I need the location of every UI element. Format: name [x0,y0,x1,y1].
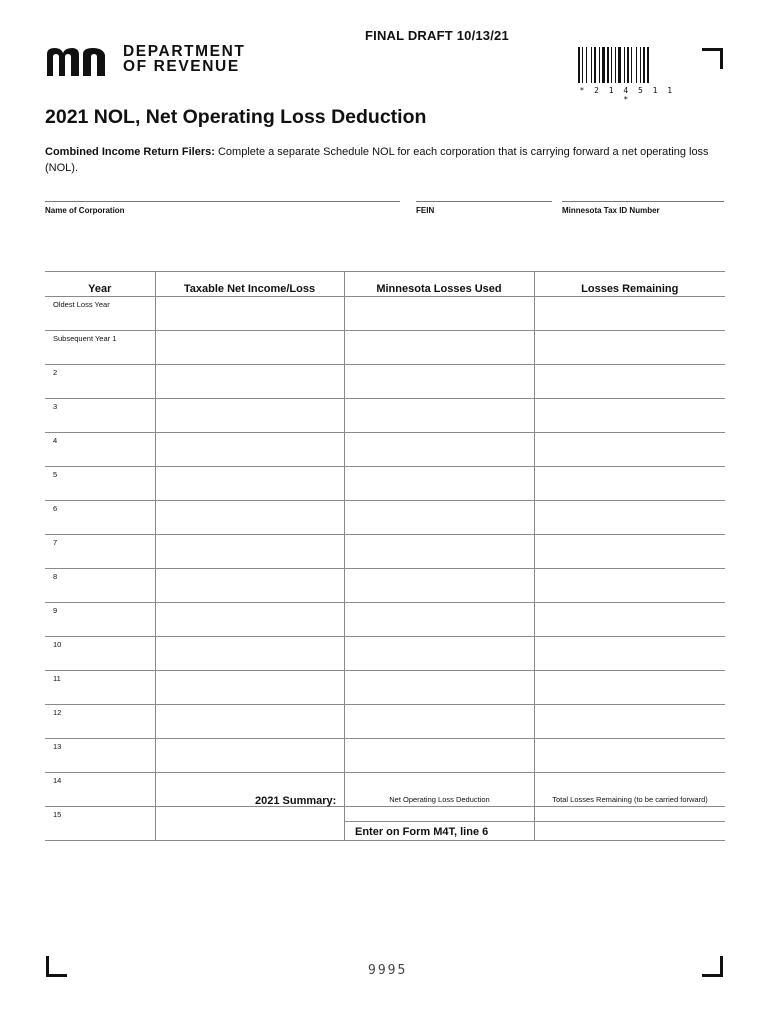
minnesota-losses-used-cell[interactable] [344,671,534,705]
barcode-icon [578,47,676,83]
losses-remaining-cell[interactable] [534,739,725,773]
losses-remaining-cell[interactable] [534,705,725,739]
table-row [45,331,725,365]
minnesota-losses-used-cell[interactable] [344,637,534,671]
losses-remaining-cell[interactable] [534,671,725,705]
taxable-net-income-cell[interactable] [155,739,344,773]
taxable-net-income-cell[interactable] [155,569,344,603]
taxable-net-income-cell[interactable] [155,399,344,433]
losses-remaining-column-header: Losses Remaining [534,272,725,297]
minnesota-tax-id-label: Minnesota Tax ID Number [562,206,660,215]
table-row [45,671,725,705]
taxable-net-income-cell[interactable] [155,365,344,399]
year-cell: 4 [45,433,155,467]
logo-line-2: OF REVENUE [123,58,240,75]
year-cell: 9 [45,603,155,637]
minnesota-losses-used-cell[interactable] [344,569,534,603]
losses-remaining-cell[interactable] [534,433,725,467]
form-number: 9995 [368,963,408,978]
minnesota-losses-used-cell[interactable] [344,433,534,467]
mn-logo-mark-icon [45,46,115,76]
form-title: 2021 NOL, Net Operating Loss Deduction [45,106,427,128]
year-cell: Oldest Loss Year [45,297,155,331]
summary-label: 2021 Summary: [255,795,337,807]
table-row [45,705,725,739]
losses-remaining-cell[interactable] [534,331,725,365]
losses-remaining-cell[interactable] [534,535,725,569]
logo-line-1: DEPARTMENT [123,43,246,60]
minnesota-losses-used-cell[interactable] [344,365,534,399]
net-operating-loss-deduction-label: Net Operating Loss Deduction [389,795,490,804]
year-cell: Subsequent Year 1 [45,331,155,365]
fein-label: FEIN [416,206,435,215]
table-row [45,569,725,603]
minnesota-losses-used-cell[interactable] [344,501,534,535]
name-of-corporation-field[interactable] [45,201,400,202]
taxable-net-income-cell[interactable] [155,331,344,365]
year-cell: 13 [45,739,155,773]
losses-remaining-cell[interactable] [534,637,725,671]
name-of-corporation-label: Name of Corporation [45,206,125,215]
losses-remaining-cell[interactable] [534,467,725,501]
year-cell: 14 [45,773,155,807]
fein-field[interactable] [416,201,552,202]
instructions [45,144,725,176]
instruction-text: Complete a separate Schedule NOL for each corporation that is carrying forward a net operating loss (NOL). [45,146,709,174]
year-cell: 7 [45,535,155,569]
table-row [45,297,725,331]
taxable-net-income-cell[interactable] [155,603,344,637]
taxable-net-income-cell[interactable] [155,467,344,501]
taxable-net-income-cell[interactable] [155,535,344,569]
losses-remaining-cell[interactable] [534,297,725,331]
taxable-net-income-column-header: Taxable Net Income/Loss [155,272,344,297]
table-row [45,535,725,569]
table-header-row [45,272,725,297]
table-row [45,501,725,535]
table-row [45,739,725,773]
year-column-header: Year [45,272,155,297]
losses-remaining-cell[interactable] [534,569,725,603]
year-cell: 6 [45,501,155,535]
taxable-net-income-cell[interactable] [155,705,344,739]
minnesota-tax-id-field[interactable] [562,201,724,202]
year-cell: 15 [45,807,155,841]
losses-remaining-cell[interactable] [534,603,725,637]
year-cell: 12 [45,705,155,739]
minnesota-losses-used-cell[interactable] [344,603,534,637]
taxable-net-income-cell[interactable] [155,671,344,705]
year-cell: 5 [45,467,155,501]
year-cell: 2 [45,365,155,399]
table-row [45,467,725,501]
minnesota-losses-used-column-header: Minnesota Losses Used [344,272,534,297]
minnesota-losses-used-cell[interactable] [344,331,534,365]
total-losses-remaining-box[interactable] [534,792,725,822]
table-row [45,399,725,433]
taxable-net-income-cell[interactable] [155,637,344,671]
crop-corner-mark-icon [702,48,723,69]
taxable-net-income-cell[interactable] [155,501,344,535]
enter-on-form-note: Enter on Form M4T, line 6 [355,826,489,838]
year-cell: 8 [45,569,155,603]
draft-label: FINAL DRAFT 10/13/21 [365,28,509,43]
minnesota-losses-used-cell[interactable] [344,705,534,739]
losses-remaining-cell[interactable] [534,399,725,433]
taxable-net-income-cell[interactable] [155,297,344,331]
revenue-logo [45,44,245,78]
table-row [45,365,725,399]
losses-remaining-cell[interactable] [534,365,725,399]
minnesota-losses-used-cell[interactable] [344,535,534,569]
year-cell: 3 [45,399,155,433]
nol-table [45,271,725,841]
crop-corner-mark-icon [702,956,723,977]
minnesota-losses-used-cell[interactable] [344,739,534,773]
table-row [45,603,725,637]
minnesota-losses-used-cell[interactable] [344,467,534,501]
minnesota-losses-used-cell[interactable] [344,399,534,433]
losses-remaining-cell[interactable] [534,501,725,535]
crop-corner-mark-icon [46,956,67,977]
year-cell: 11 [45,671,155,705]
total-losses-remaining-label: Total Losses Remaining (to be carried forward) [552,795,708,804]
instruction-bold: Combined Income Return Filers: [45,146,215,158]
table-row [45,433,725,467]
taxable-net-income-cell[interactable] [155,807,344,841]
logo-text [123,44,246,74]
table-row [45,637,725,671]
barcode-number: * 2 1 4 5 1 1 * [579,86,675,104]
net-operating-loss-deduction-box[interactable] [344,792,534,822]
taxable-net-income-cell[interactable] [155,433,344,467]
year-cell: 10 [45,637,155,671]
minnesota-losses-used-cell[interactable] [344,297,534,331]
